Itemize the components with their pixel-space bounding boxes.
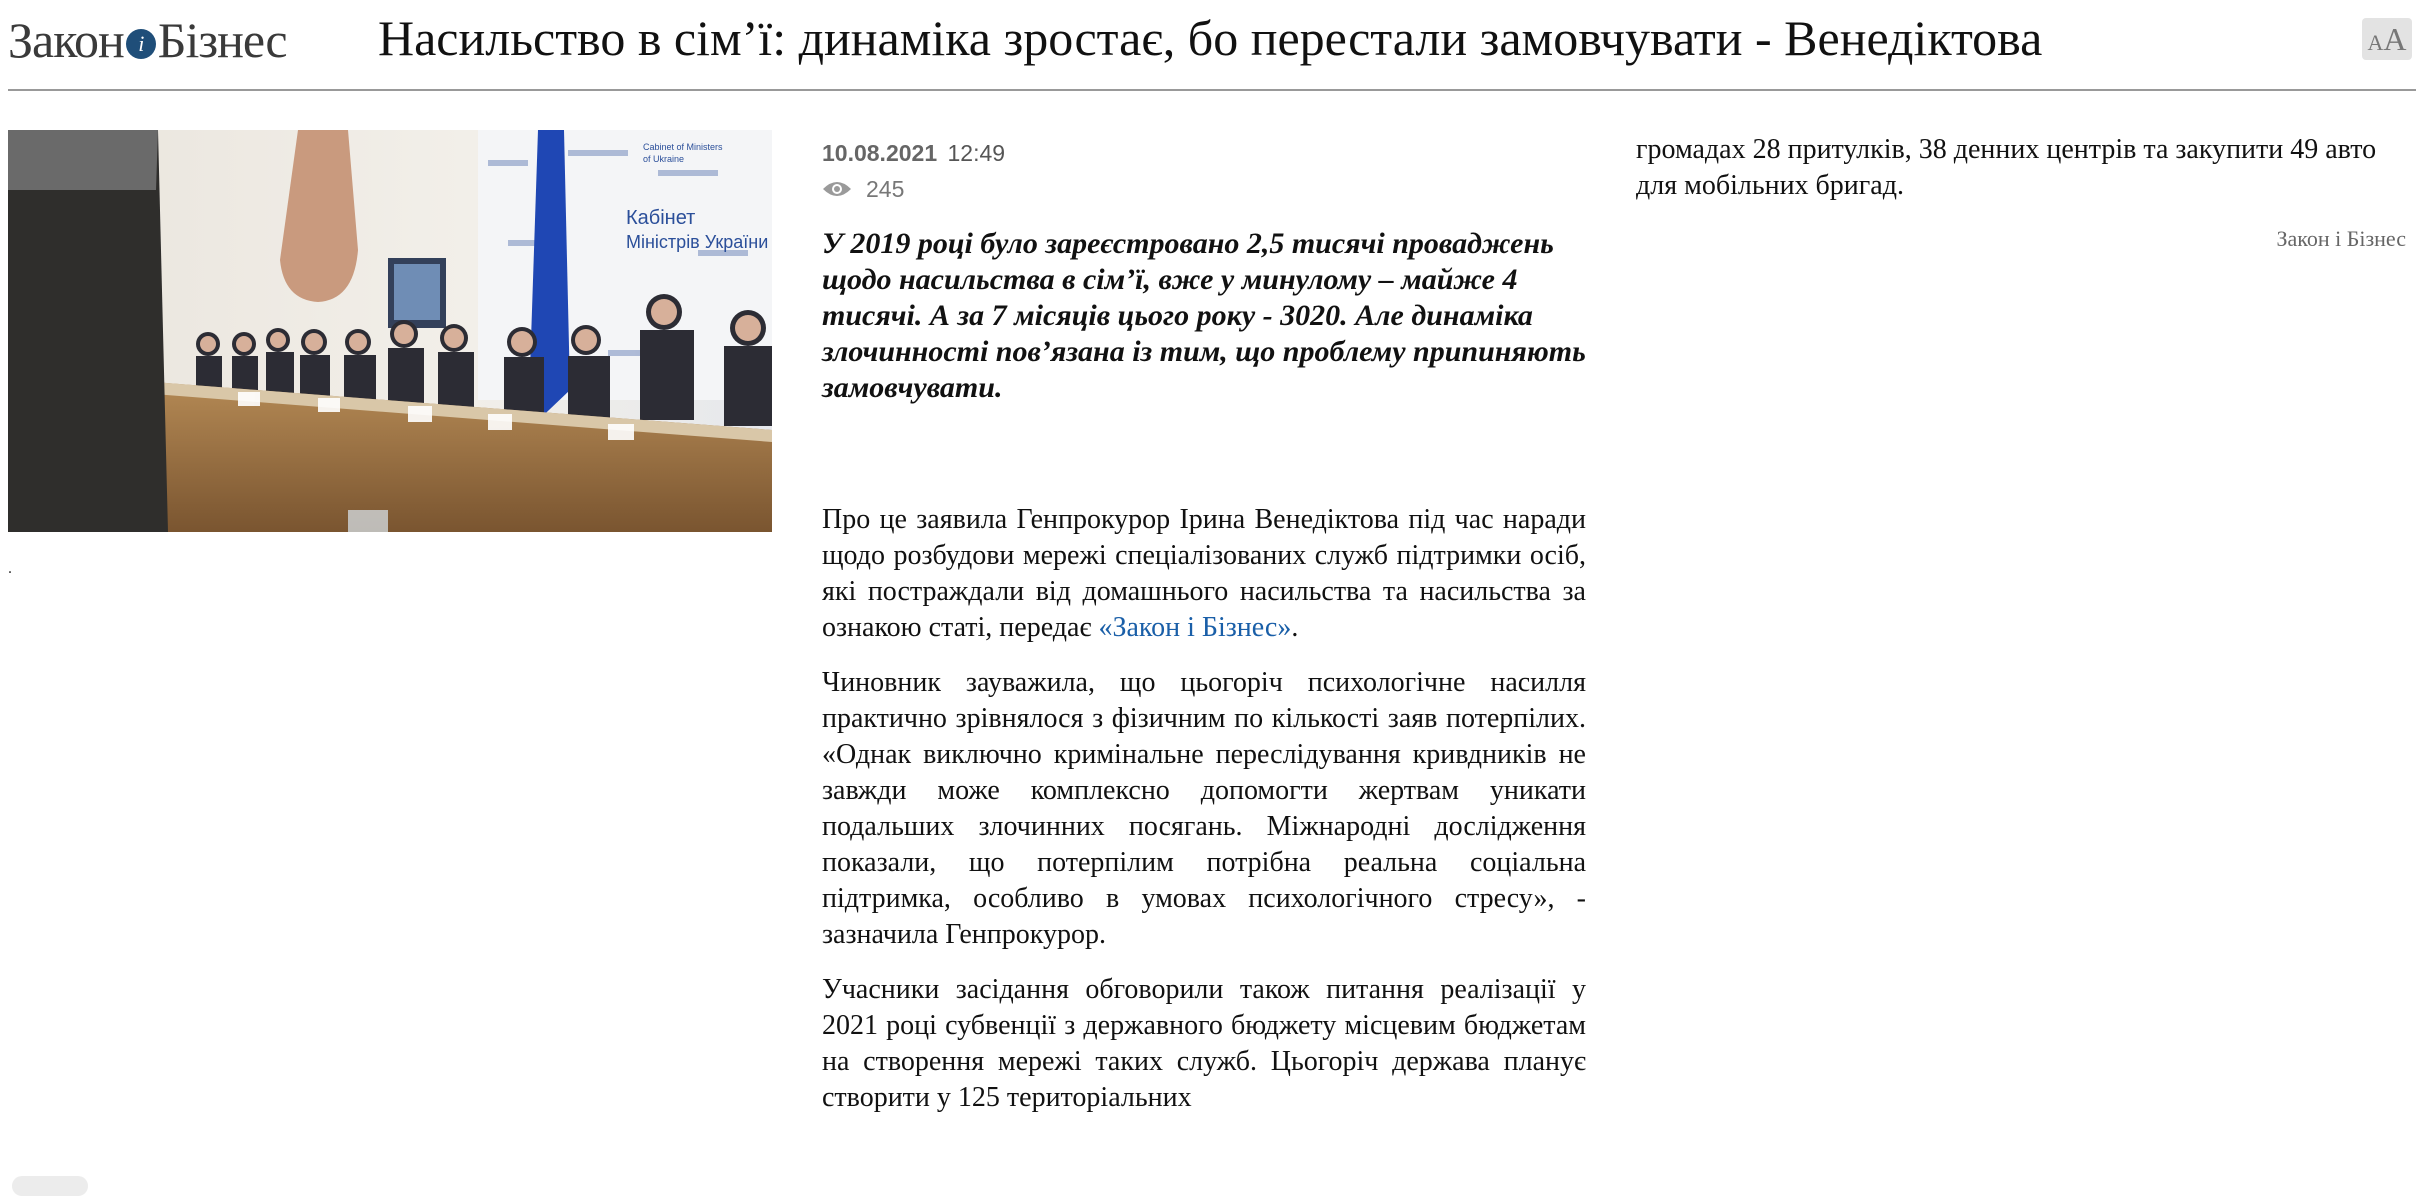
paragraph-3-continued: громадах 28 притулків, 38 денних центрів та закупити 49 авто для мобільних бригад. — [1636, 134, 2377, 201]
article-date: 10.08.2021 — [822, 140, 938, 166]
article-source: Закон і Бізнес — [2276, 226, 2406, 251]
paragraph-1-text: Про це заявила Генпрокурор Ірина Венедіктова під час наради щодо розбудови мережі спеціалізованих служб підтримки осіб, які постраждали від домашнього насильства та насильства за ознакою статі, передає — [822, 504, 1586, 643]
article-continuation — [1636, 132, 2406, 204]
backdrop-title-1: Кабінет — [626, 207, 696, 229]
logo-text-right: Бізнес — [157, 12, 287, 68]
article-lead: У 2019 році було зареєстровано 2,5 тисячі проваджень щодо насильства в сім’ї, вже у минулому – майже 4 тисячі. А за 7 місяців цього року - 3020. Але динаміка злочинності пов’язана із тим, що проблему припиняють замовчувати. — [822, 227, 1586, 404]
article-photo — [8, 130, 772, 532]
article-title: Насильство в сім’ї: динаміка зростає, бо перестали замовчувати - Венедіктова — [378, 10, 2043, 66]
backdrop-title-2: Міністрів України — [626, 232, 769, 252]
font-size-small-icon: A — [2367, 30, 2384, 55]
paragraph-1-end: . — [1291, 612, 1299, 643]
view-count: 245 — [866, 175, 905, 202]
site-logo[interactable] — [8, 10, 287, 70]
logo-mark-icon: і — [126, 29, 156, 59]
article-body — [822, 502, 1586, 1135]
backdrop-small-1: Cabinet of Ministers — [643, 142, 723, 152]
site-header — [0, 0, 2424, 90]
article-time: 12:49 — [947, 140, 1006, 166]
view-counter — [822, 174, 904, 204]
paragraph-3: Учасники засідання обговорили також питання реалізації у 2021 році субвенції з державного бюджету місцевим бюджетам на створення мережі таких служб. Цьогоріч держава планує створити у 125 територіальних — [822, 974, 1586, 1113]
photo-caption: . — [8, 560, 12, 577]
header-divider — [8, 89, 2416, 91]
article-meta — [822, 140, 1005, 167]
paragraph-2: Чиновник зауважила, що цьогоріч психологічне насилля практично зрівнялося з фізичним по кількості заяв потерпілих. «Однак виключно кримінальне переслідування кривдників не завжди може комплексно допомогти жертвам уникати подальших злочинних посягань. Міжнародні дослідження показали, що потерпілим потрібна реальна соціальна підтримка, особливо в умовах психологічного стресу», - зазначила Генпрокурор. — [822, 667, 1586, 950]
backdrop-small-2: of Ukraine — [643, 154, 685, 164]
source-link[interactable]: «Закон і Бізнес» — [1098, 612, 1292, 643]
font-size-button[interactable] — [2362, 18, 2412, 60]
paragraph-1 — [822, 502, 1586, 646]
logo-text-left: Закон — [8, 12, 124, 68]
eye-icon — [822, 179, 852, 199]
font-size-large-icon: A — [2383, 21, 2407, 57]
corner-widget[interactable] — [12, 1176, 88, 1196]
